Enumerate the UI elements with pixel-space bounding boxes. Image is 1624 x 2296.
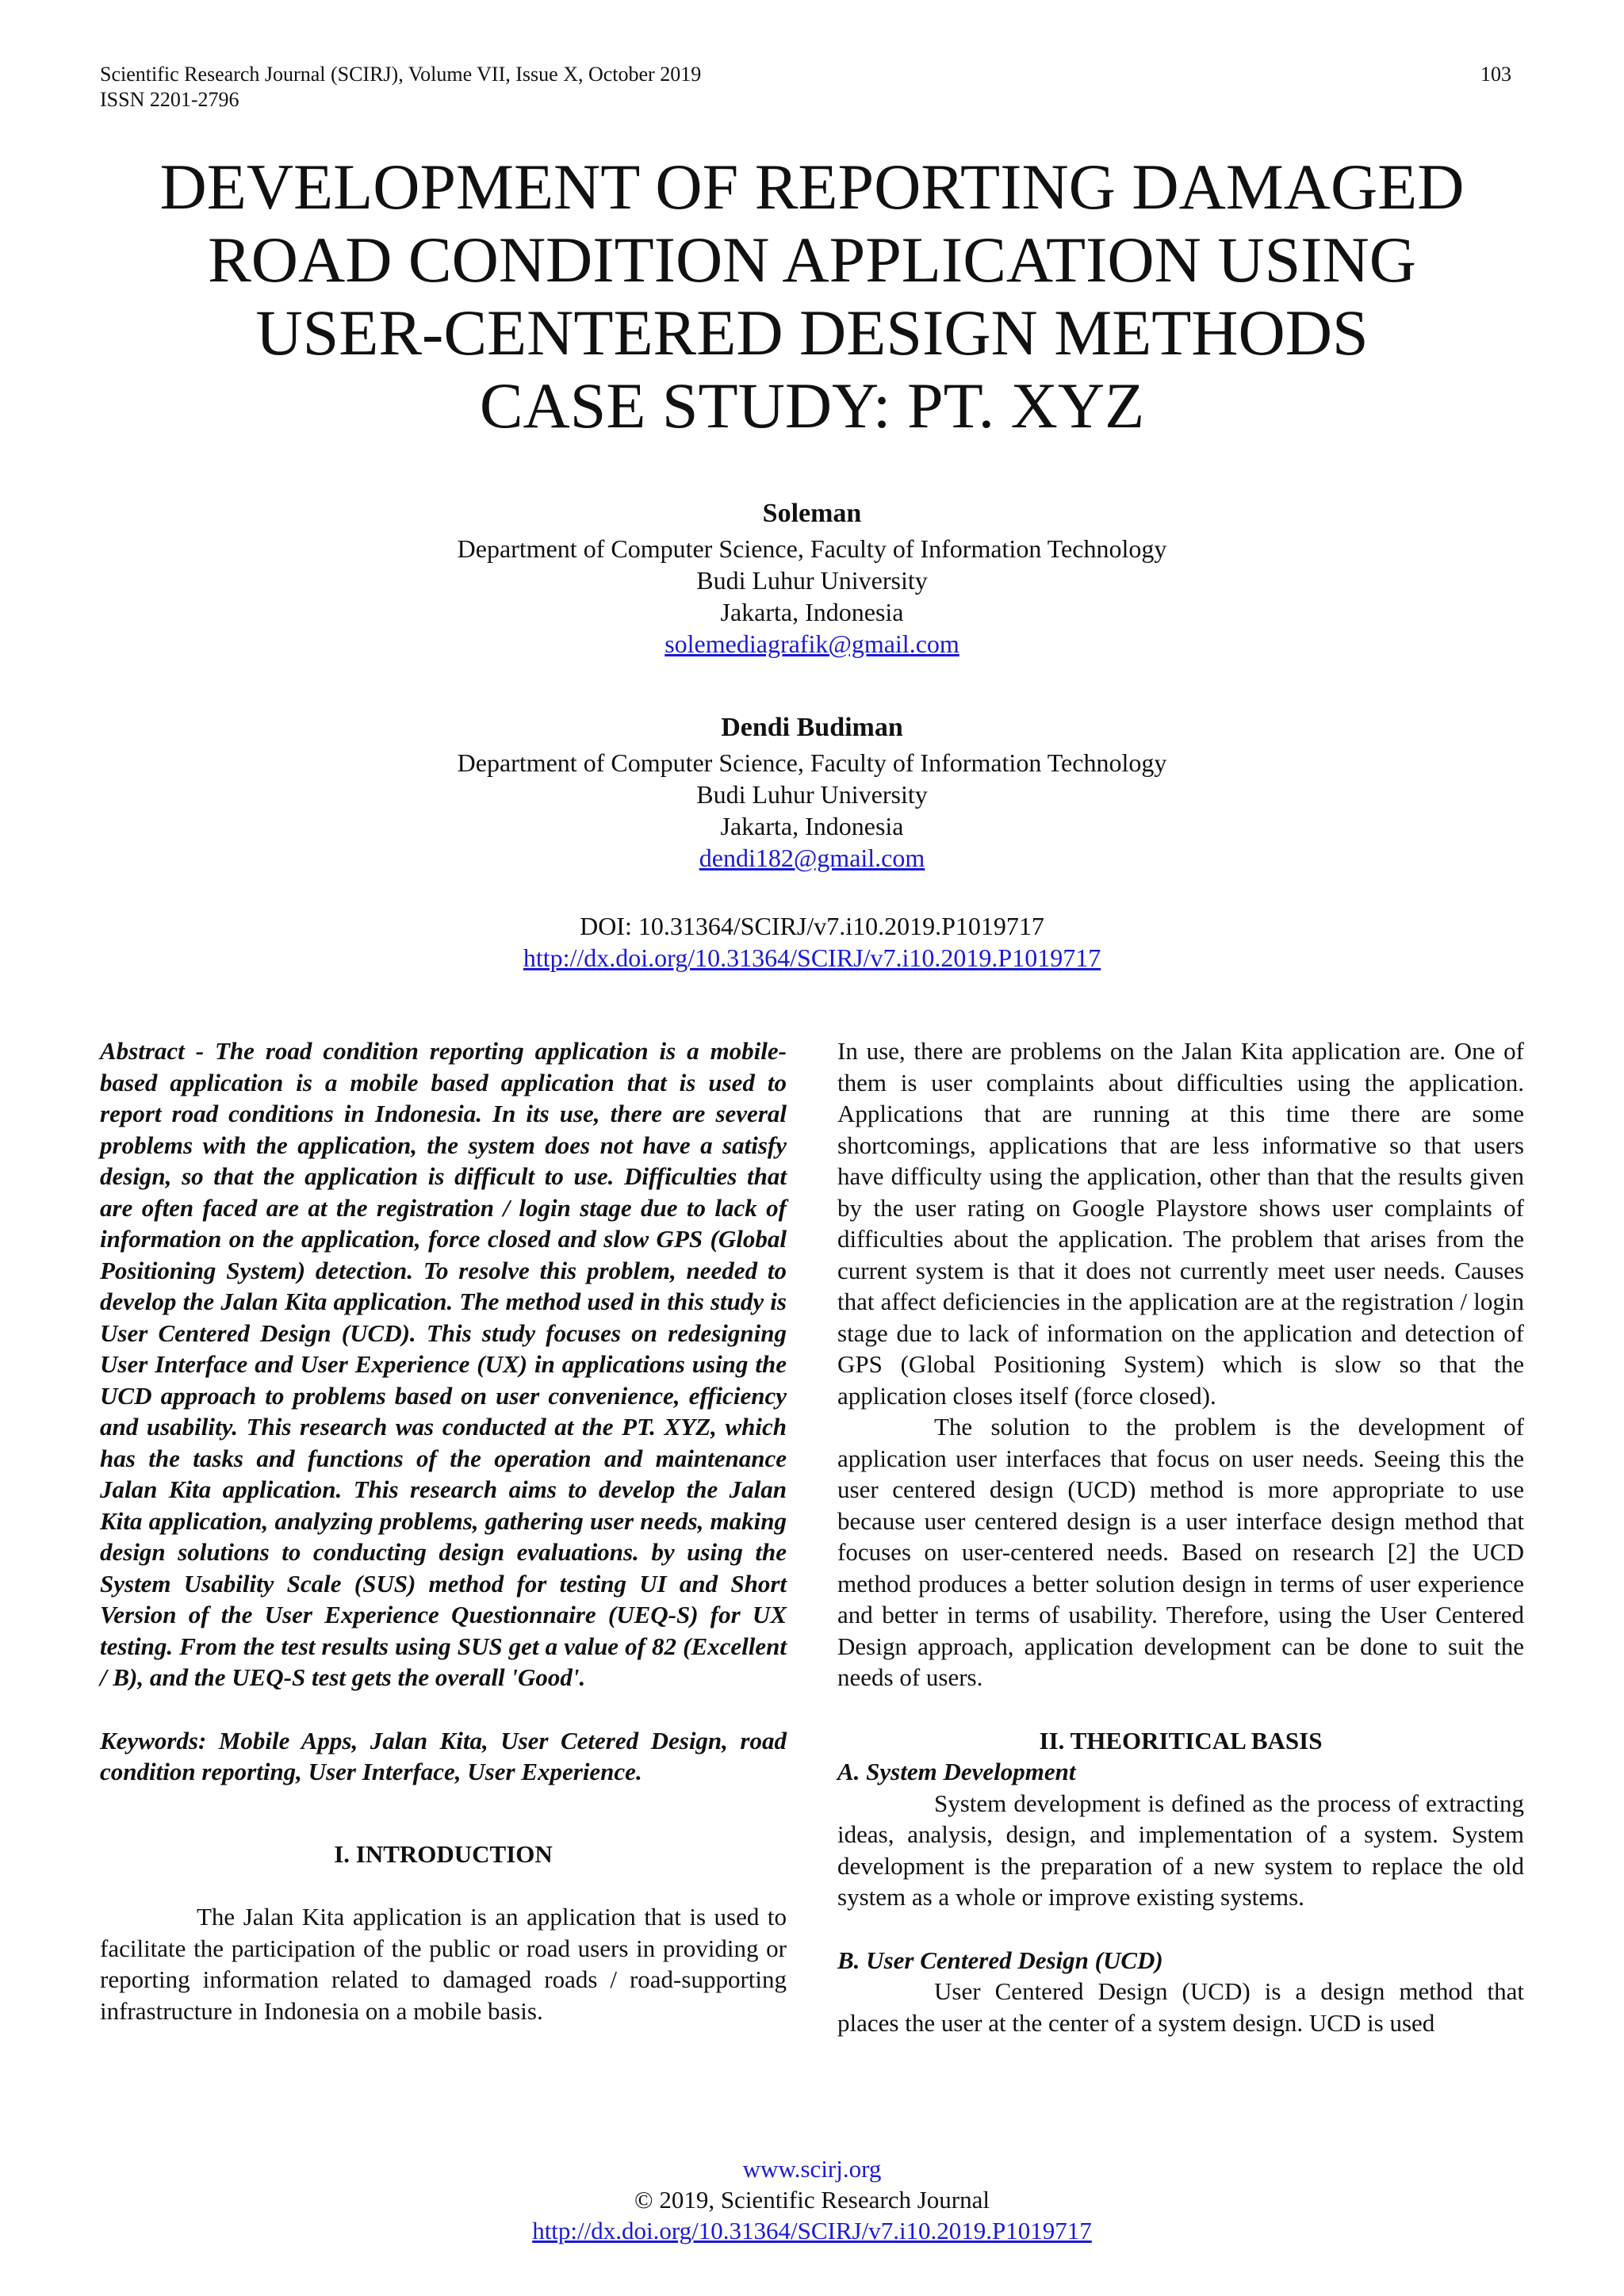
copyright: © 2019, Scientific Research Journal [634, 2186, 990, 2214]
title-line: CASE STUDY: PT. XYZ [479, 369, 1145, 442]
intro-paragraph: The Jalan Kita application is an application that is used to facilitate the participation of the public or road users in providing or reporting information related to damaged roads / road-supporting infrastructure in Indonesia on a mobile basis. [100, 1903, 787, 2025]
author-department: Department of Computer Science, Faculty of Information Technology [457, 534, 1167, 563]
issn: ISSN 2201-2796 [100, 88, 239, 111]
section-heading-theoretical-basis: II. THEORITICAL BASIS [1039, 1726, 1323, 1755]
paper-title [100, 151, 1524, 442]
body-paragraph: User Centered Design (UCD) is a design method that places the user at the center of a system design. UCD is used [837, 1977, 1524, 2037]
page-number: 103 [1480, 63, 1511, 86]
left-column [100, 1035, 787, 2026]
body-paragraph: The solution to the problem is the development of application user interfaces that focus on user needs. Seeing this the user centered design (UCD) method is more appropriate to use because user centered design is a user interface design method that focuses on user-centered needs. Based on research [2] the UCD method produces a better solution design in terms of user experience and better in terms of usability. Therefore, using the User Centered Design approach, application development can be done to suit the needs of users. [837, 1413, 1524, 1691]
body-paragraph: System development is defined as the process of extracting ideas, analysis, design, and implementation of a system. System development is the preparation of a new system to replace the old system as a whole or improve existing systems. [837, 1789, 1524, 1911]
page-footer [100, 2153, 1524, 2246]
title-line: ROAD CONDITION APPLICATION USING [208, 224, 1416, 296]
running-header [100, 62, 1511, 113]
doi-link[interactable]: http://dx.doi.org/10.31364/SCIRJ/v7.i10.2019.P1019717 [523, 943, 1101, 972]
author-university: Budi Luhur University [696, 566, 928, 595]
journal-line: Scientific Research Journal (SCIRJ), Volume VII, Issue X, October 2019 [100, 63, 702, 86]
author-name: Soleman [762, 499, 862, 528]
body-paragraph: In use, there are problems on the Jalan Kita application are. One of them is user complaints about difficulties using the application. Applications that are running at this time there are some shortcomings, applications that are less informative so that users have difficulty using the application, other than that the results given by the user rating on Google Playstore shows user complaints of difficulties about the application. The problem that arises from the current system is that it does not currently meet user needs. Causes that affect deficiencies in the application are at the registration / login stage due to lack of information on the application and detection of GPS (Global Positioning System) which is slow so that the application closes itself (force closed). [837, 1037, 1524, 1410]
doi-block [100, 910, 1524, 974]
abstract: Abstract - The road condition reporting application is a mobile-based application is a mobile based application that is used to report road conditions in Indonesia. In its use, there are several problems with the application, the system does not have a satisfy design, so that the application is difficult to use. Difficulties that are often faced are at the registration / login stage due to lack of information on the application, force closed and slow GPS (Global Positioning System) detection. To resolve this problem, needed to develop the Jalan Kita application. The method used in this study is User Centered Design (UCD). This study focuses on redesigning User Interface and User Experience (UX) in applications using the UCD approach to problems based on user convenience, efficiency and usability. This research was conducted at the PT. XYZ, which has the tasks and functions of the operation and maintenance Jalan Kita application. This research aims to develop the Jalan Kita application, analyzing problems, gathering user needs, making design solutions to conducting design evaluations. by using the System Usability Scale (SUS) method for testing UI and Short Version of the User Experience Questionnaire (UEQ-S) for UX testing. From the test results using SUS get a value of 82 (Excellent / B), and the UEQ-S test gets the overall 'Good'. [100, 1037, 787, 1691]
subsection-heading-ucd: B. User Centered Design (UCD) [837, 1946, 1163, 1974]
doi-text: DOI: 10.31364/SCIRJ/v7.i10.2019.P1019717 [580, 912, 1044, 940]
author-location: Jakarta, Indonesia [720, 812, 904, 840]
author-block-1 [100, 498, 1524, 660]
author-location: Jakarta, Indonesia [720, 598, 904, 626]
footer-doi-link[interactable]: http://dx.doi.org/10.31364/SCIRJ/v7.i10.2019.P1019717 [532, 2217, 1092, 2244]
author-name: Dendi Budiman [721, 713, 903, 742]
right-column [837, 1035, 1524, 2038]
website-link[interactable]: www.scirj.org [742, 2155, 882, 2183]
keywords: Keywords: Mobile Apps, Jalan Kita, User Cetered Design, road condition reporting, User Interface, User Experience. [100, 1726, 787, 1785]
author-email-link[interactable]: dendi182@gmail.com [699, 844, 925, 872]
subsection-heading-system-development: A. System Development [837, 1758, 1076, 1785]
author-email-link[interactable]: solemediagrafik@gmail.com [665, 629, 959, 658]
title-line: DEVELOPMENT OF REPORTING DAMAGED [159, 151, 1465, 223]
title-line: USER-CENTERED DESIGN METHODS [255, 297, 1369, 369]
author-department: Department of Computer Science, Faculty of Information Technology [457, 748, 1167, 777]
author-university: Budi Luhur University [696, 780, 928, 809]
section-heading-introduction: I. INTRODUCTION [334, 1839, 553, 1868]
author-block-2 [100, 712, 1524, 874]
